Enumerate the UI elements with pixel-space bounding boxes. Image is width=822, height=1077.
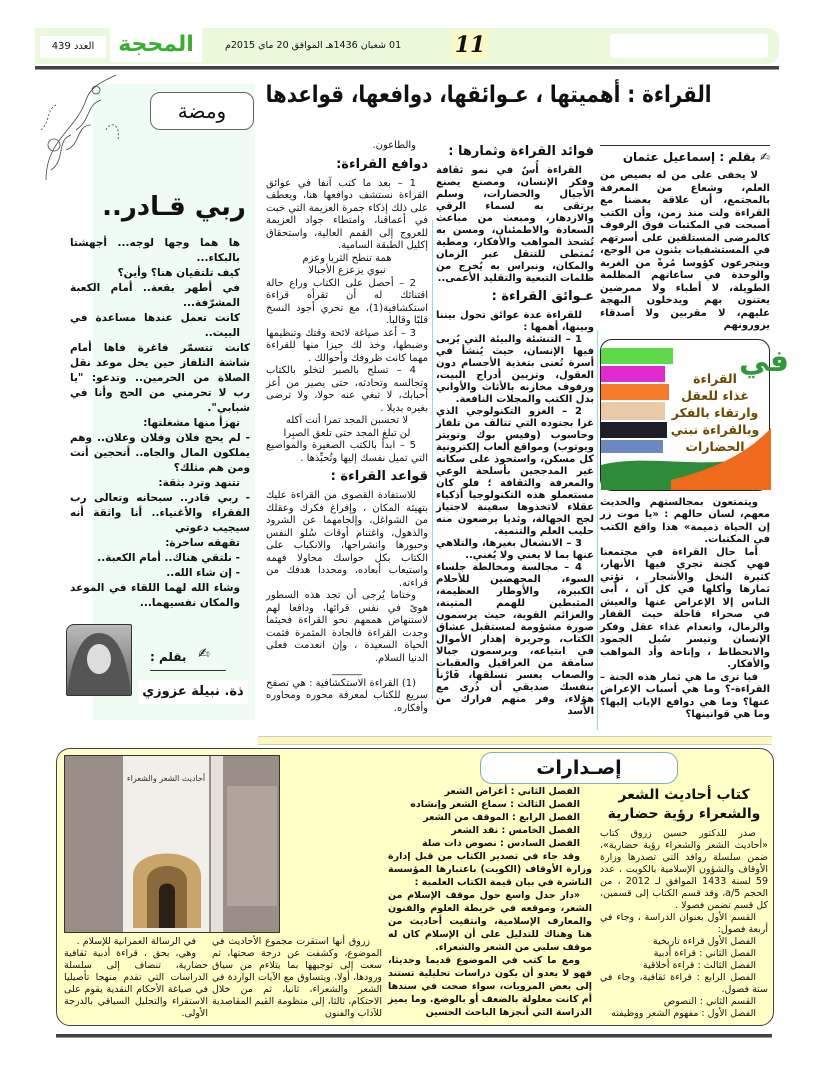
story-line: ها هما وجها لوجه... أجهشتا بالبكاء... <box>70 237 240 264</box>
header-rule <box>35 66 779 70</box>
article-title-wrap <box>266 82 712 116</box>
verse-line: نبوي يزعزع الأجبالا <box>308 265 386 276</box>
article-byline <box>600 145 770 166</box>
byline-rule <box>150 670 226 671</box>
releases-col4 <box>64 936 208 1020</box>
paragraph: وختاما يُرجى أن تجد هذه السطور هوىً في نفس قرائها، ودافعا لهم لاستنهاض هممهم نحو القراءة فحيثما وجدت القراءة فالجادة المثمرة فثمت الحياة السعيدة ، وإن انعدمت فعلى الدنيا السلام. <box>266 590 428 664</box>
paragraph: 1 – بعد ما كتب آنفا في عوائق القراءة نستشف دوافعها هنا، ويعطف على ذلك إذكاء جمرة العزيمة التي خبت في أعماقنا، وامتطاء جواد العزيمة للعروج إلى القمم العالية، واستحقاق إكليل الطبقة السامية. <box>266 177 428 251</box>
paragraph: في الرسالة العمرانية للإسلام . <box>76 936 196 947</box>
section-divider <box>258 736 772 745</box>
header-blank-box <box>610 34 768 58</box>
paragraph: 4 – تسلح بالصبر لتخلو بالكتاب وتجالسه وتحادثه، حتى يصير من أعز أحبابك، لا تبغي عنه حولا، ولا ترضى بغيره بديلا . <box>266 365 428 414</box>
story-line: وشاء الله لهما اللقاء في الموعد والمكان نفسيهما... <box>70 582 240 609</box>
promo-line: غذاء للعقل <box>681 387 749 403</box>
story-line: تقهقه ساخرة: <box>165 537 240 549</box>
page-number: 11 <box>452 30 488 60</box>
list-item: الفصل الأول : مفهوم الشعر ووظيفته <box>611 1008 756 1019</box>
footer-rule <box>56 1034 772 1038</box>
paragraph: فيا ترى ما هي ثمار هذه الجنة – القراءة-؟ وما هي أسباب الإعراض عنها؟ وما هي دوافع الإياب إليها؟ وما هي قوانينها؟ <box>600 671 770 720</box>
sidebar-title: ربي قـادر.. <box>102 192 246 222</box>
paragraph: «دار جدل واسع حول موقف الإسلام من الشعر، وموقعه في خريطة العلوم والفنون والمعارف الإسلامية، وانتقيت أحاديث من هنا وهناك للتدليل على أن الإسلام كان له موقف سلبي من الشعر والشعراء. <box>388 890 592 953</box>
paragraph: ومع ما كتب في الموضوع قديما وحديثا، فهو لا يعدو أن يكون دراسات تحليلية تستند إلى بعض المرويات، سواء صحت في سندها أم كانت معلولة بالضعف أو بالوضع. وما يميز الدراسة التي أنجزها الباحث الحسين <box>388 955 592 1018</box>
verse-line: لن تبلغ المجد حتى تلعق الصبِرا <box>283 427 411 439</box>
promo-line: القراءة <box>693 370 737 386</box>
sidebar-story <box>70 236 250 611</box>
list-item: القسم الثاني : النصوص <box>663 996 756 1007</box>
column-rule <box>432 220 433 700</box>
paragraph: 2 – أحصل على الكتاب وراع حالة اقتنائك له أن تقرأه قراءة استكشافية(1)، مع تحري أجود النسخ قلبًا وقالبا. <box>266 277 428 326</box>
article-col1 <box>600 145 789 722</box>
footnote-separator: ______ <box>332 665 362 676</box>
paragraph: صدر للدكتور حسين زروق كتاب «أحاديث الشعر والشعراء رؤية حضارية»، ضمن سلسلة روافد التي تصدرها وزارة الأوقاف والشؤون الإسلامية بالكويت ، عدد 59 لسنة 1433 الموافق لـ 2012 ، من الحجم a/5، وقد قسم الكتاب إلى قسمين، كل قسم تضمن فصولا . <box>600 828 768 911</box>
releases-col3 <box>212 936 382 1020</box>
book-spine <box>211 756 223 932</box>
book-cover-image <box>64 755 280 933</box>
paragraph: ويتمتعون بمجالستهم والحديث معهم، لسان حالهم : «يا موت زر إن الحياة ذميمة» هذا واقع الكتب في المكتبات. <box>600 496 770 545</box>
section-heading-benefits: فوائد القراءة وثمارها : <box>448 144 594 159</box>
list-item: الفصل الثالث : قراءة أخلاقية <box>642 960 756 971</box>
book-back-cover <box>227 786 277 906</box>
magazine-logo: المحجة <box>110 28 202 62</box>
paragraph: والطاعون. <box>372 140 416 151</box>
story-line: - ربي قادر.. سبحانه وتعالى رب الفقراء والأغنياء.. أنا واثقة أنه سيجيب دعوتي <box>70 492 250 534</box>
promo-line: الحضارات <box>685 438 745 454</box>
story-line: - إن شاء الله.. <box>166 567 240 579</box>
pen-icon: ✍ <box>755 150 770 164</box>
promo-text <box>667 370 763 455</box>
section-label: ومضة <box>150 92 254 130</box>
promo-line: وبالقراءة نبني <box>670 421 760 437</box>
article-title: القراءة : أهميتها ، عـوائقها، دوافعها، قواعدها <box>266 82 712 108</box>
list-item: الفصل الخامس : نقد الشعر <box>451 825 580 836</box>
releases-header: إصـدارات <box>480 752 678 784</box>
story-line: كانت تتسمّر فاغرة فاها أمام شاشة التلفاز حين يحل موعد نقل الصلاة من الحرمين.. وتدعو: "يا رب لا تحرمني من الحج وأنا في شبابي". <box>70 342 250 414</box>
paragraph: وهي، بحق ، قراءة أدبية ثقافية حضارية، تنضاف إلى سلسلة الدراسات التي تقدم منهجا تأصيليا في صياغة الأحكام النقدية يقوم على الاستقراء والتحليل السياقي بالدرجة الأولى. <box>64 948 208 1019</box>
author-photo <box>66 624 132 696</box>
list-item: الفصل الرابع : الموقف من الشعر <box>423 812 580 823</box>
column-rule <box>597 330 598 730</box>
list-item: الفصل الأول قراءة تاريخية <box>652 936 756 947</box>
section-heading-motives: دوافع القراءة: <box>336 156 428 172</box>
paragraph: لا يخفى على من له بصيص من العلم، وشعاع من المعرفة بالمجتمع، أن علاقة بعضنا مع القراءة ولت منذ زمن، وأن الكتب أصبحت في المكتبات فوق الرفوف كالمرضى المستلقين على أسرتهم في المستشفيات يئنون من الوجع، ويتجرعون كؤوسا مُرةً من الغربة والوحدة في ساعاتهم المظلمة الطويلة، لا أطباء ولا ممرضين يعتنون بهم ويدخلون البهجة عليهم، لا مقربين ولا أصدقاء يزورونهم <box>600 170 770 331</box>
issue-date: 01 شعبان 1436هـ الموافق 20 ماي 2015م <box>225 40 402 51</box>
story-line: تتنهد وترد بثقة: <box>158 477 240 489</box>
story-line: كيف تلتقيان هنا؟ وأين؟ <box>117 267 240 279</box>
verse-line: همة تنطح الثريا وعزم <box>302 252 392 264</box>
article-author: بقلم : إسماعيل عثمان <box>622 150 756 164</box>
releases-col2 <box>388 785 592 1019</box>
releases-col1 <box>600 786 768 1020</box>
story-line: في أطهر بقعة.. أمام الكعبة المشرّفة... <box>70 282 240 309</box>
pen-icon: ✍ <box>198 646 210 662</box>
section-heading-obstacles: عـوائق القراءة : <box>491 289 594 304</box>
footnote: (1) القراءة الاستكشافية : هي تصفح سريع للكتاب لمعرفة محوره ومحاوره وأفكاره. <box>266 677 428 714</box>
list-item: الفصل الثاني : قراءة أدبية <box>653 948 756 959</box>
paragraph: زروق أنها استقرت مجموع الأحاديث في الموضوع، وكشفت عن درجة صحتها، ثم سعت إلى توجيهها بما يتلاءم من سياق ورودها، أولا، ويتساوق مع الآيات الواردة في الشعر والشعراء، ثانيا، ثم من خلال الاحتكام، ثالثا، إلى منظومة القيم المقاصدية للآداب والفنون <box>212 936 382 1019</box>
promo-big-word: في <box>739 343 789 379</box>
paragraph: للاستفادة القصوى من القراءة عليك بتهيئة المكان ، وإفراغ فكرك وعقلك من الشواغل، وإلجامهما عن الشرود والذهول، واغتنام أوقات سُلو النفس وحبورها وانشراحها، والانكباب على الكتاب بكل حواسك محاولا فهمه واستيعاب أبعاده، ومحددا هدفك من قراءته. <box>266 490 428 589</box>
story-line: - نلتقي هناك.. أمام الكعبة.. <box>97 552 240 564</box>
paragraph: القسم الأول بعنوان الدراسة ، وجاء في أربعة فصول: <box>600 912 768 935</box>
paragraph: 5 – ابدأ بالكتب الصغيرة والمواضيع التي تميل نفسك إليها وتُحبِّذها . <box>266 440 428 464</box>
promo-line: وارتقاء بالفكر <box>671 404 759 420</box>
verse-line: لا تحسبن المجد تمرا أنت آكله <box>285 415 409 426</box>
paragraph: للقراءة عدة عوائق تحول بيننا وبينها، أهمها : <box>436 310 594 333</box>
story-line: تهزأ منها مشغلتها: <box>143 417 240 429</box>
story-line: كانت تعمل عندها مساعدة في البيت.. <box>70 312 240 339</box>
paragraph: وقد جاء في تصدير الكتاب من قبل إدارة وزارة الأوقاف (الكويت) باعتبارها المؤسسة الناشرة في بيان قيمة الكتاب العلمية : <box>388 851 592 888</box>
floral-ornament-icon <box>36 70 126 190</box>
list-item: الفصل السادس : نصوص ذات صلة <box>421 838 580 849</box>
book-cover-title: أحاديث الشعر والشعراء <box>126 774 206 783</box>
byline-label: بقلم : <box>150 650 187 664</box>
article-col2 <box>436 140 594 718</box>
story-line: - لم يحج فلان وفلان وعلان.. وهم يملكون المال والجاه.. أتحجين أنت ومن هم مثلك؟ <box>70 432 250 474</box>
paragraph: 1 – التنشئة والبيئة التي يُربى فيها الإنسان، حيث يُنشأ في أسرة تُعنى بتغذية الأجسام دون العقول، وتزيين أدراج البيت، ورفوف مخازنه بالأثاث والأواني بدل الكتب والمجلات النافعة. <box>436 334 594 405</box>
article-col3 <box>266 140 428 715</box>
issue-number: العدد 439 <box>40 36 106 58</box>
paragraph: القراءة أُسٌ في نمو ثقافة وفكر الإنسان، ومصنع يصنع الأجيال والحضارات، وسلم يرتقى به لسماء الرقي والازدهار، ومبعث من مباعث السعادة والاطمئنان، ومسن به تُشحذ المواهب والأفكار، ومطية تُمتطى للتنقل عبر الزمان والمكان، ونبراس به يُخرج من ظلمات التبعية والتقليد الأعمى.. <box>436 165 594 284</box>
book-title: كتاب أحاديث الشعر والشعراء رؤية حضارية <box>607 787 761 822</box>
archway-icon <box>129 836 205 928</box>
paragraph: أما حال القراءة في مجتمعنا فهي كجنة تجري فيها الأنهار، كثيرة النخل والأشجار ، تؤتي ثمارها وأكلها في كل آن ، أبى الناس إلا الإعراض عنها والعيش في صحراء قاحلة حيث القفار والرمال، وانعدام غذاء عقل وفكر الإنسان وتيسر سُبل الجمود والانحطاط ، وإناحة وأد المواهب والأفكار. <box>600 546 770 670</box>
list-item: الفصل الثالث : سماع الشعر وإنشاده <box>410 799 580 810</box>
paragraph: 2 – الغزو التكنولوجي الذي غزا بجنوده التي تتالف من تلفاز وحاسوب (وفيس بوك وتويتر ويوتوب) ومواقع ألعاب إلكترونية كل مسكن، واستحوذ على سكانه غير المدججين بأسلحة الوعي والمعرفة والثقافة ؛ فلو كان مستعملو هذه التكنولوجيا أذكياء عقلاء لاتخذوها سفينة لاجتياز لجج الجهالة، وثديا يرضعون منه حليب العلم والتنمية. <box>436 406 594 537</box>
paragraph: 3 – الانشغال بغيرها، والتلاهي عنها بما لا يعني ولا يُغني.. <box>436 538 594 561</box>
sidebar-author: ذة. نبيلة عزوزي <box>138 680 248 704</box>
list-item: الفصل الثاني : أغراض الشعر <box>444 786 580 797</box>
paragraph: 4 – مجالسة ومخالطة جلساء السوء، المجهضين للأحلام الكبيرة، والأوطار العظيمة، المثبطين للهمم المتينة، والعزائم القوية، حيث يرسمون صورة مشؤومة لمستقبل عشاق الكتاب، وجريرة إهدار الأموال في ابتياعه، ويرسمون جبالا سامقة من العراقيل والعقبات والصعاب يعسر تسلقها، فَارْنأ بنفسك صديقي أن ذُرى مع هؤلاء، وفر منهم فرارك من الأسد <box>436 562 594 717</box>
section-heading-rules: قواعد القراءة : <box>330 469 428 484</box>
paragraph: 3 – أعد صياغة لائحة وقتك وتنظيمها وضبطها، وخذ لك حيزا منها للقراءة مهما كانت ظروفك وأحوالك . <box>266 327 428 364</box>
list-item: الفصل الرابع : قراءة ثقافية، وجاء في ستة فصول. <box>600 972 768 995</box>
reading-promo-image <box>600 339 789 491</box>
